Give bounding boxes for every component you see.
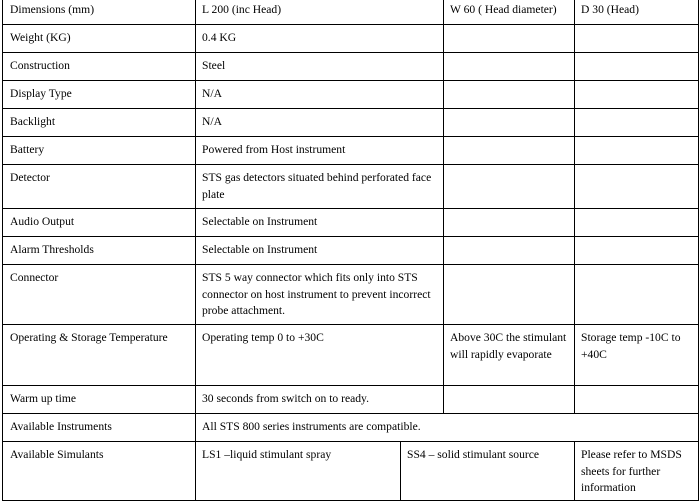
row-label-detector: Detector	[3, 165, 196, 209]
cell-warm-up-extra-1	[444, 386, 575, 414]
table-row	[3, 386, 699, 414]
table-row	[3, 53, 699, 81]
row-label-weight: Weight (KG)	[3, 25, 196, 53]
cell-battery-extra-2	[575, 137, 699, 165]
cell-alarm-thresholds-value: Selectable on Instrument	[196, 237, 444, 265]
cell-backlight-extra-1	[444, 109, 575, 137]
cell-connector-value: STS 5 way connector which fits only into STS connector on host instrument to prevent incorrect probe attachment.	[196, 265, 444, 325]
table-row	[3, 81, 699, 109]
cell-stimulant-note: Above 30C the stimulant will rapidly evaporate	[444, 325, 575, 386]
row-label-audio-output: Audio Output	[3, 209, 196, 237]
cell-detector-value: STS gas detectors situated behind perforated face plate	[196, 165, 444, 209]
row-label-warm-up-time: Warm up time	[3, 386, 196, 414]
table-row	[3, 442, 699, 501]
table-row	[3, 414, 699, 442]
cell-construction-extra-2	[575, 53, 699, 81]
cell-audio-output-extra-2	[575, 209, 699, 237]
row-label-alarm-thresholds: Alarm Thresholds	[3, 237, 196, 265]
cell-dimensions-length: L 200 (inc Head)	[196, 0, 444, 25]
cell-alarm-thresholds-extra-2	[575, 237, 699, 265]
cell-backlight-extra-2	[575, 109, 699, 137]
table-row	[3, 325, 699, 386]
cell-alarm-thresholds-extra-1	[444, 237, 575, 265]
row-label-available-simulants: Available Simulants	[3, 442, 196, 501]
cell-weight-extra-1	[444, 25, 575, 53]
cell-battery-extra-1	[444, 137, 575, 165]
cell-display-type-value: N/A	[196, 81, 444, 109]
row-label-backlight: Backlight	[3, 109, 196, 137]
table-row	[3, 0, 699, 25]
table-row	[3, 137, 699, 165]
cell-detector-extra-2	[575, 165, 699, 209]
row-label-dimensions: Dimensions (mm)	[3, 0, 196, 25]
cell-construction-value: Steel	[196, 53, 444, 81]
row-label-battery: Battery	[3, 137, 196, 165]
cell-backlight-value: N/A	[196, 109, 444, 137]
cell-audio-output-extra-1	[444, 209, 575, 237]
table-row	[3, 25, 699, 53]
cell-battery-value: Powered from Host instrument	[196, 137, 444, 165]
table-row	[3, 165, 699, 209]
cell-weight-extra-2	[575, 25, 699, 53]
cell-connector-extra-2	[575, 265, 699, 325]
cell-connector-extra-1	[444, 265, 575, 325]
table-row	[3, 237, 699, 265]
cell-construction-extra-1	[444, 53, 575, 81]
cell-storage-temp: Storage temp -10C to +40C	[575, 325, 699, 386]
cell-simulant-ls1: LS1 –liquid stimulant spray	[196, 442, 401, 501]
cell-detector-extra-1	[444, 165, 575, 209]
cell-display-type-extra-1	[444, 81, 575, 109]
row-label-construction: Construction	[3, 53, 196, 81]
cell-simulant-ss4: SS4 – solid stimulant source	[401, 442, 575, 501]
table-row	[3, 109, 699, 137]
cell-audio-output-value: Selectable on Instrument	[196, 209, 444, 237]
table-row	[3, 265, 699, 325]
cell-weight-value: 0.4 KG	[196, 25, 444, 53]
cell-simulant-msds-note: Please refer to MSDS sheets for further information	[575, 442, 699, 501]
cell-warm-up-extra-2	[575, 386, 699, 414]
cell-operating-temp: Operating temp 0 to +30C	[196, 325, 444, 386]
cell-dimensions-depth: D 30 (Head)	[575, 0, 699, 25]
table-row	[3, 209, 699, 237]
row-label-temperature: Operating & Storage Temperature	[3, 325, 196, 386]
row-label-connector: Connector	[3, 265, 196, 325]
row-label-display-type: Display Type	[3, 81, 196, 109]
cell-warm-up-time-value: 30 seconds from switch on to ready.	[196, 386, 444, 414]
cell-available-instruments-value: All STS 800 series instruments are compatible.	[196, 414, 699, 442]
cell-dimensions-width: W 60 ( Head diameter)	[444, 0, 575, 25]
specifications-table	[2, 0, 699, 501]
cell-display-type-extra-2	[575, 81, 699, 109]
row-label-available-instruments: Available Instruments	[3, 414, 196, 442]
